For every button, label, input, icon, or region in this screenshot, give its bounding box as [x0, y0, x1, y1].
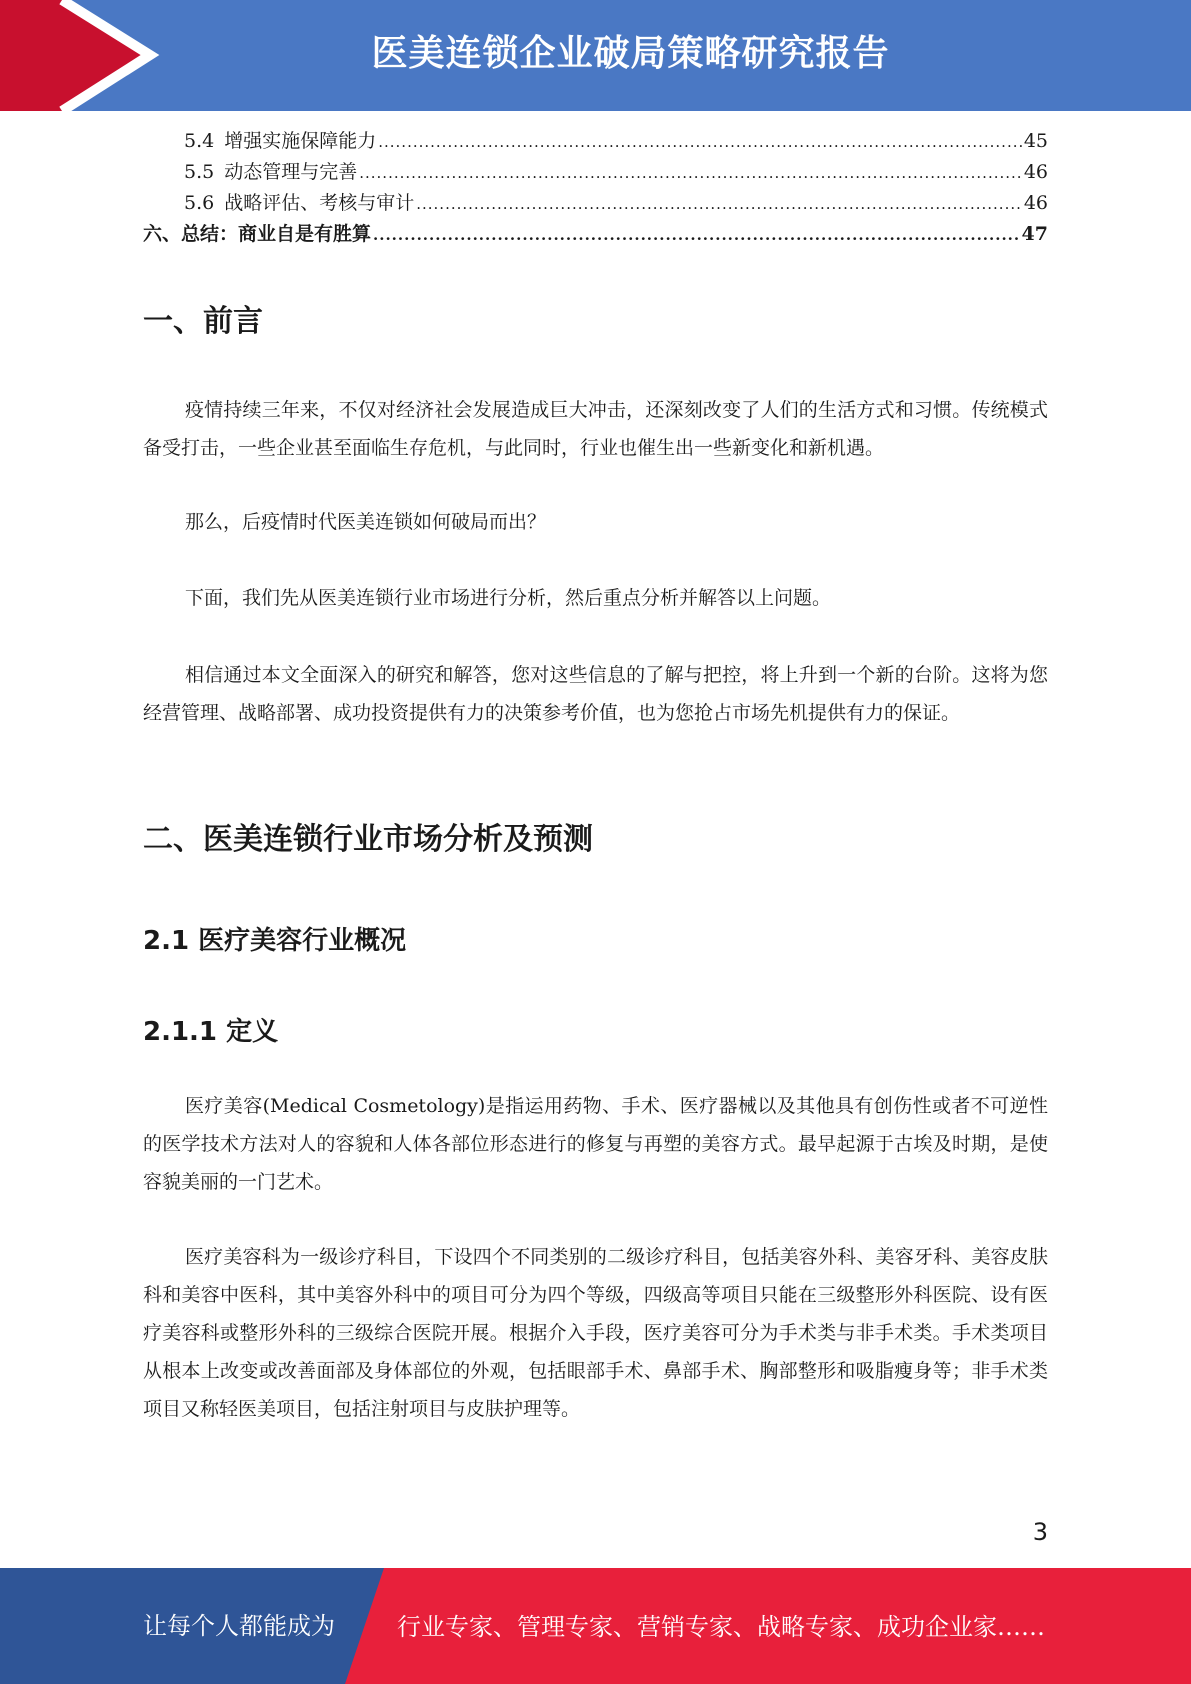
- toc-entry-number: 5.6: [184, 192, 215, 214]
- subsection-heading-overview: 2.1 医疗美容行业概况: [143, 926, 407, 956]
- toc-entry-label: 增强实施保障能力: [224, 130, 377, 152]
- toc-leader-dots: [416, 195, 1022, 213]
- page-number: 3: [1032, 1518, 1048, 1546]
- footer-slogan-left: 让每个人都能成为: [143, 1612, 335, 1640]
- section-heading-market: 二、医美连锁行业市场分析及预测: [143, 822, 593, 857]
- toc-entry-page: 47: [1021, 223, 1048, 245]
- body-paragraph: 疫情持续三年来，不仅对经济社会发展造成巨大冲击，还深刻改变了人们的生活方式和习惯。传统模式备受打击，一些企业甚至面临生存危机，与此同时，行业也催生出一些新变化和新机遇。: [143, 399, 1048, 459]
- page-header: [0, 0, 1191, 111]
- toc-entry-label: 战略评估、考核与审计: [224, 192, 415, 214]
- toc-entry-page: 45: [1023, 130, 1048, 152]
- toc-entry-page: 46: [1023, 161, 1048, 183]
- table-of-contents: [143, 126, 1048, 250]
- toc-leader-dots: [378, 133, 1022, 151]
- footer-slogan-right: 行业专家、管理专家、营销专家、战略专家、成功企业家……: [397, 1613, 1045, 1641]
- body-paragraph: 那么，后疫情时代医美连锁如何破局而出？: [185, 511, 547, 533]
- toc-entry-number: 5.5: [184, 161, 215, 183]
- toc-entry-page: 46: [1023, 192, 1048, 214]
- toc-entry-label: 六、总结：商业自是有胜算: [143, 223, 372, 245]
- toc-entry-number: 5.4: [184, 130, 215, 152]
- toc-leader-dots: [373, 226, 1020, 244]
- header-arrow-decoration: [0, 0, 160, 111]
- toc-leader-dots: [359, 164, 1022, 182]
- subsection-heading-definition: 2.1.1 定义: [143, 1017, 279, 1047]
- report-title: 医美连锁企业破局策略研究报告: [371, 33, 890, 74]
- body-paragraph: 医疗美容(Medical Cosmetology)是指运用药物、手术、医疗器械以及其他具有创伤性或者不可逆性的医学技术方法对人的容貌和人体各部位形态进行的修复与再塑的美容方式。最早起源于古埃及时期，是使容貌美丽的一门艺术。: [143, 1095, 1048, 1193]
- toc-entry[interactable]: [143, 219, 1048, 250]
- toc-entry[interactable]: [143, 188, 1048, 219]
- section-heading-preface: 一、前言: [143, 304, 263, 339]
- toc-entry-label: 动态管理与完善: [224, 161, 358, 183]
- toc-entry[interactable]: [143, 157, 1048, 188]
- body-paragraph: 医疗美容科为一级诊疗科目，下设四个不同类别的二级诊疗科目，包括美容外科、美容牙科、美容皮肤科和美容中医科，其中美容外科中的项目可分为四个等级，四级高等项目只能在三级整形外科医院、设有医疗美容科或整形外科的三级综合医院开展。根据介入手段，医疗美容可分为手术类与非手术类。手术类项目从根本上改变或改善面部及身体部位的外观，包括眼部手术、鼻部手术、胸部整形和吸脂瘦身等；非手术类项目又称轻医美项目，包括注射项目与皮肤护理等。: [143, 1246, 1048, 1420]
- toc-entry[interactable]: [143, 126, 1048, 157]
- body-paragraph: 下面，我们先从医美连锁行业市场进行分析，然后重点分析并解答以上问题。: [185, 587, 832, 609]
- page-footer: [0, 1568, 1191, 1684]
- body-paragraph: 相信通过本文全面深入的研究和解答，您对这些信息的了解与把控，将上升到一个新的台阶。这将为您经营管理、战略部署、成功投资提供有力的决策参考价值，也为您抢占市场先机提供有力的保证。: [143, 664, 1048, 724]
